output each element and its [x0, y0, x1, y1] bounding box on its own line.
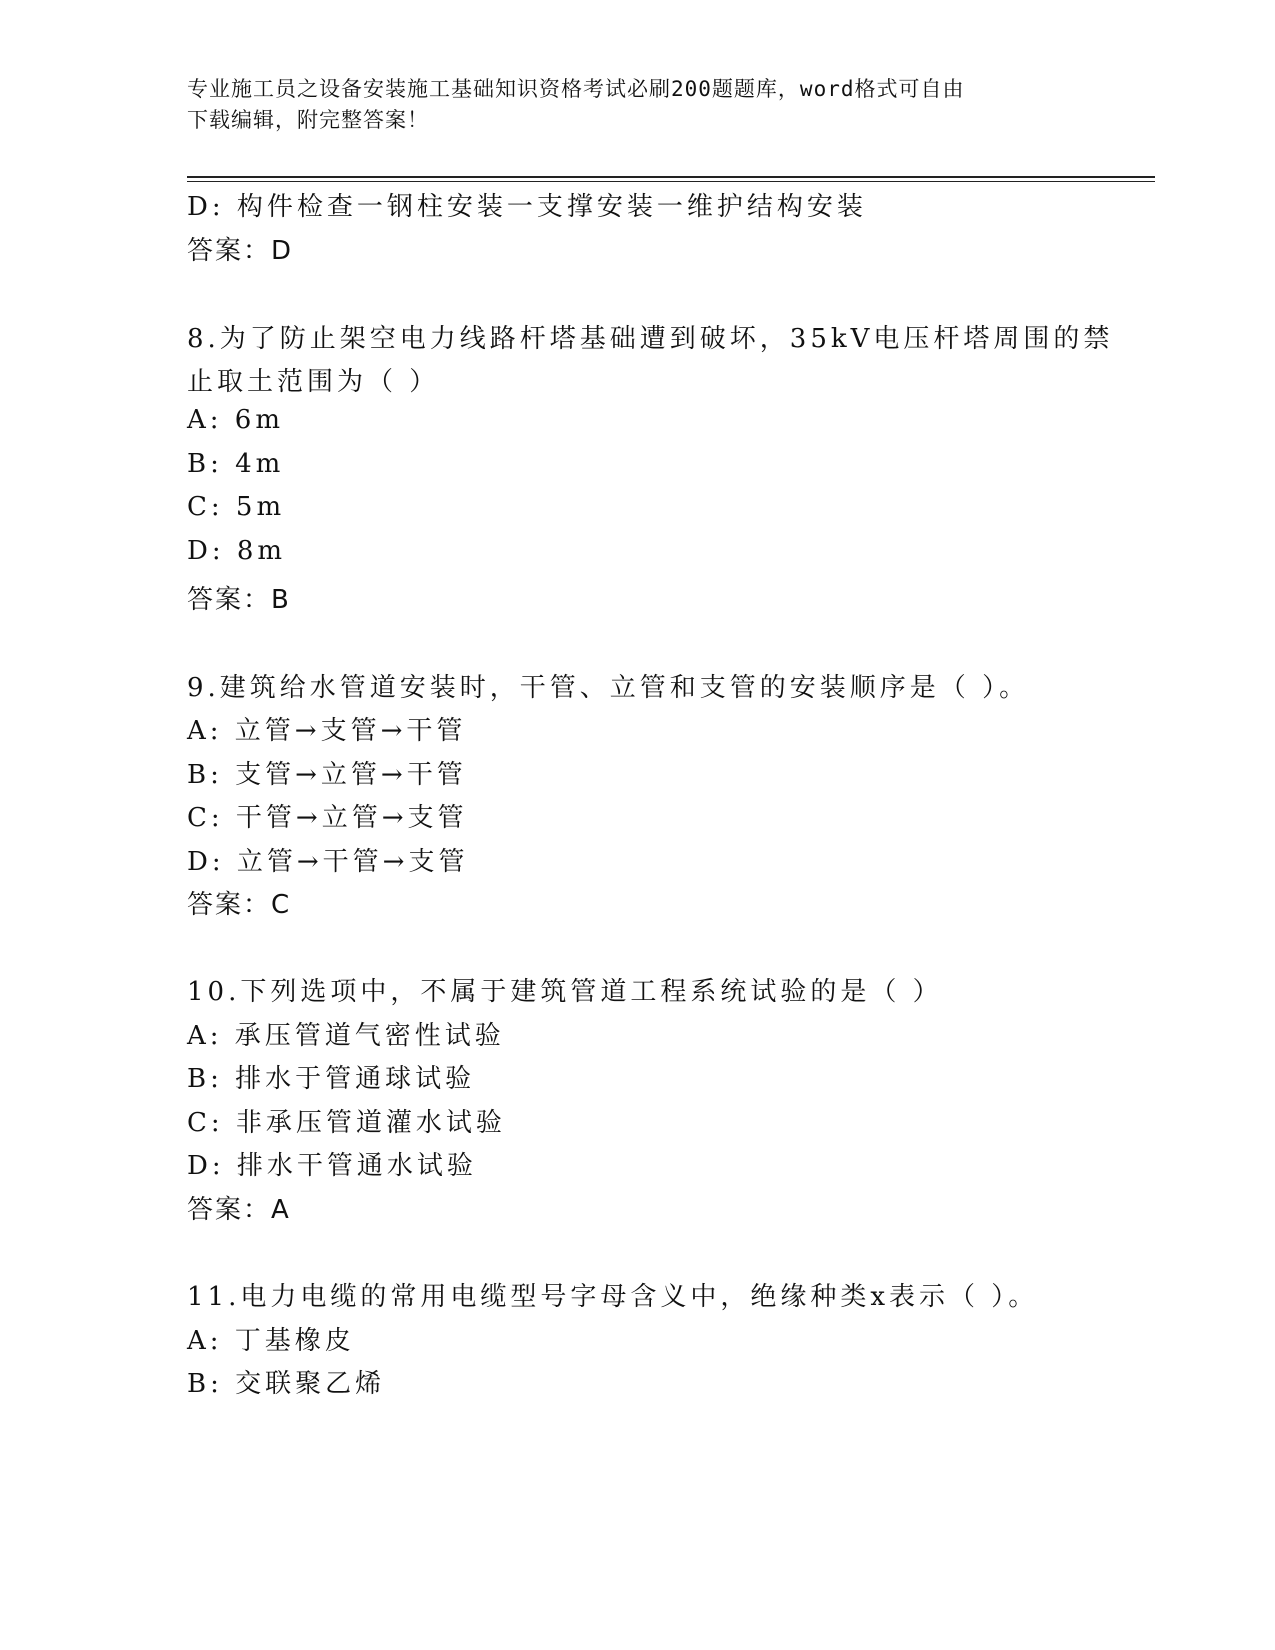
question-10-option-c: C: 非承压管道灌水试验	[187, 1108, 506, 1138]
question-9-stem: 9.建筑给水管道安装时，干管、立管和支管的安装顺序是（ ）。	[187, 673, 1030, 703]
prev-question-answer: 答案：D	[187, 236, 294, 266]
question-10-answer: 答案：A	[187, 1195, 291, 1225]
header-line-2: 下载编辑，附完整答案！	[187, 108, 429, 132]
question-11-stem: 11.电力电缆的常用电缆型号字母含义中，绝缘种类x表示（ ）。	[187, 1282, 1039, 1312]
header-divider-thin	[187, 181, 1155, 182]
header-line-1: 专业施工员之设备安装施工基础知识资格考试必刷200题题库，word格式可自由	[187, 77, 965, 101]
question-10-option-b: B: 排水于管通球试验	[187, 1064, 476, 1094]
question-10-option-d: D: 排水干管通水试验	[187, 1151, 477, 1181]
question-8-stem-line-1: 8.为了防止架空电力线路杆塔基础遭到破坏，35kV电压杆塔周围的禁	[187, 324, 1114, 354]
question-8-stem-line-2: 止取土范围为（ ）	[187, 367, 440, 397]
question-8-answer: 答案：B	[187, 585, 291, 615]
question-8-option-b: B: 4m	[187, 449, 285, 479]
question-9-answer: 答案：C	[187, 890, 292, 920]
question-9-option-a: A: 立管→支管→干管	[187, 716, 467, 746]
question-8-option-c: C: 5m	[187, 492, 286, 522]
question-10-stem: 10.下列选项中，不属于建筑管道工程系统试验的是（ ）	[187, 977, 943, 1007]
question-9-option-d: D: 立管→干管→支管	[187, 847, 469, 877]
question-11-option-b: B: 交联聚乙烯	[187, 1369, 386, 1399]
prev-question-option-d: D: 构件检查一钢柱安装一支撑安装一维护结构安装	[187, 192, 867, 222]
header-divider-thick	[187, 176, 1155, 178]
question-9-option-c: C: 干管→立管→支管	[187, 803, 468, 833]
question-9-option-b: B: 支管→立管→干管	[187, 760, 467, 790]
question-8-option-a: A: 6m	[187, 405, 284, 435]
question-11-option-a: A: 丁基橡皮	[187, 1326, 355, 1356]
document-header	[187, 74, 1087, 136]
question-8-option-d: D: 8m	[187, 536, 287, 566]
question-10-option-a: A: 承压管道气密性试验	[187, 1021, 505, 1051]
